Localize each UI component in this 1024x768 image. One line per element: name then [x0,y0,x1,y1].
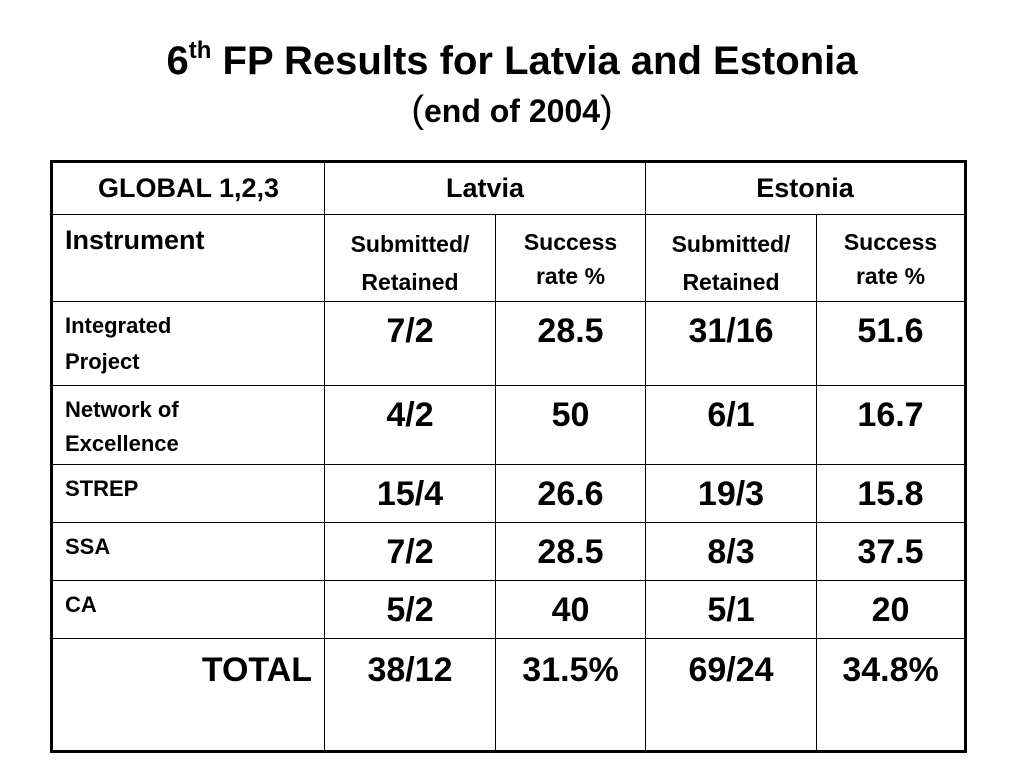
estonia-submitted-cell: 19/3 [646,465,817,523]
estonia-total-submitted: 69/24 [646,639,817,752]
latvia-submitted-cell: 7/2 [325,302,496,386]
row-label-line2: Excellence [65,431,179,456]
title-prefix: 6 [166,39,189,83]
success-line1: Success [843,229,938,255]
latvia-submitted-cell: 7/2 [325,523,496,581]
title-rest: FP Results for Latvia and Estonia [211,39,858,83]
slide-title [0,36,1024,86]
subheader-row [52,215,966,302]
title-superscript: th [188,37,212,64]
total-row [52,639,966,752]
slide-header [0,36,1024,131]
subtitle-open-paren: ( [411,89,424,131]
header-corner: GLOBAL 1,2,3 [52,162,325,215]
latvia-submitted-header [325,215,496,302]
submitted-line2: Retained [682,269,780,295]
estonia-submitted-cell: 8/3 [646,523,817,581]
submitted-line2: Retained [361,269,459,295]
table-row [52,386,966,465]
row-label [52,386,325,465]
header-latvia: Latvia [325,162,646,215]
success-line2: rate % [535,263,606,289]
latvia-rate-cell: 50 [496,386,646,465]
table-row [52,465,966,523]
estonia-rate-cell: 16.7 [817,386,966,465]
results-table [50,160,967,753]
latvia-total-submitted: 38/12 [325,639,496,752]
estonia-submitted-cell: 5/1 [646,581,817,639]
latvia-rate-cell: 40 [496,581,646,639]
subtitle-text: end of 2004 [423,93,601,129]
latvia-rate-cell: 28.5 [496,302,646,386]
latvia-rate-header [496,215,646,302]
estonia-rate-cell: 15.8 [817,465,966,523]
row-label: STREP [52,465,325,523]
latvia-rate-cell: 28.5 [496,523,646,581]
estonia-submitted-cell: 31/16 [646,302,817,386]
estonia-rate-cell: 37.5 [817,523,966,581]
table-row [52,302,966,386]
table-row [52,523,966,581]
row-label [52,302,325,386]
submitted-line1: Submitted/ [671,231,791,257]
submitted-line1: Submitted/ [350,231,470,257]
estonia-total-rate: 34.8% [817,639,966,752]
slide-subtitle [0,90,1024,131]
estonia-rate-cell: 20 [817,581,966,639]
latvia-submitted-cell: 5/2 [325,581,496,639]
latvia-submitted-cell: 4/2 [325,386,496,465]
subtitle-close-paren: ) [600,89,613,131]
header-row [52,162,966,215]
estonia-submitted-cell: 6/1 [646,386,817,465]
row-label: SSA [52,523,325,581]
total-label: TOTAL [52,639,325,752]
table-row [52,581,966,639]
instrument-header: Instrument [52,215,325,302]
latvia-total-rate: 31.5% [496,639,646,752]
header-estonia: Estonia [646,162,966,215]
latvia-submitted-cell: 15/4 [325,465,496,523]
latvia-rate-cell: 26.6 [496,465,646,523]
row-label: CA [52,581,325,639]
row-label-line2: Project [65,349,140,374]
success-line2: rate % [855,263,926,289]
estonia-rate-cell: 51.6 [817,302,966,386]
success-line1: Success [523,229,618,255]
estonia-rate-header [817,215,966,302]
estonia-submitted-header [646,215,817,302]
row-label-line1: Network of [65,397,179,422]
row-label-line1: Integrated [65,313,172,338]
